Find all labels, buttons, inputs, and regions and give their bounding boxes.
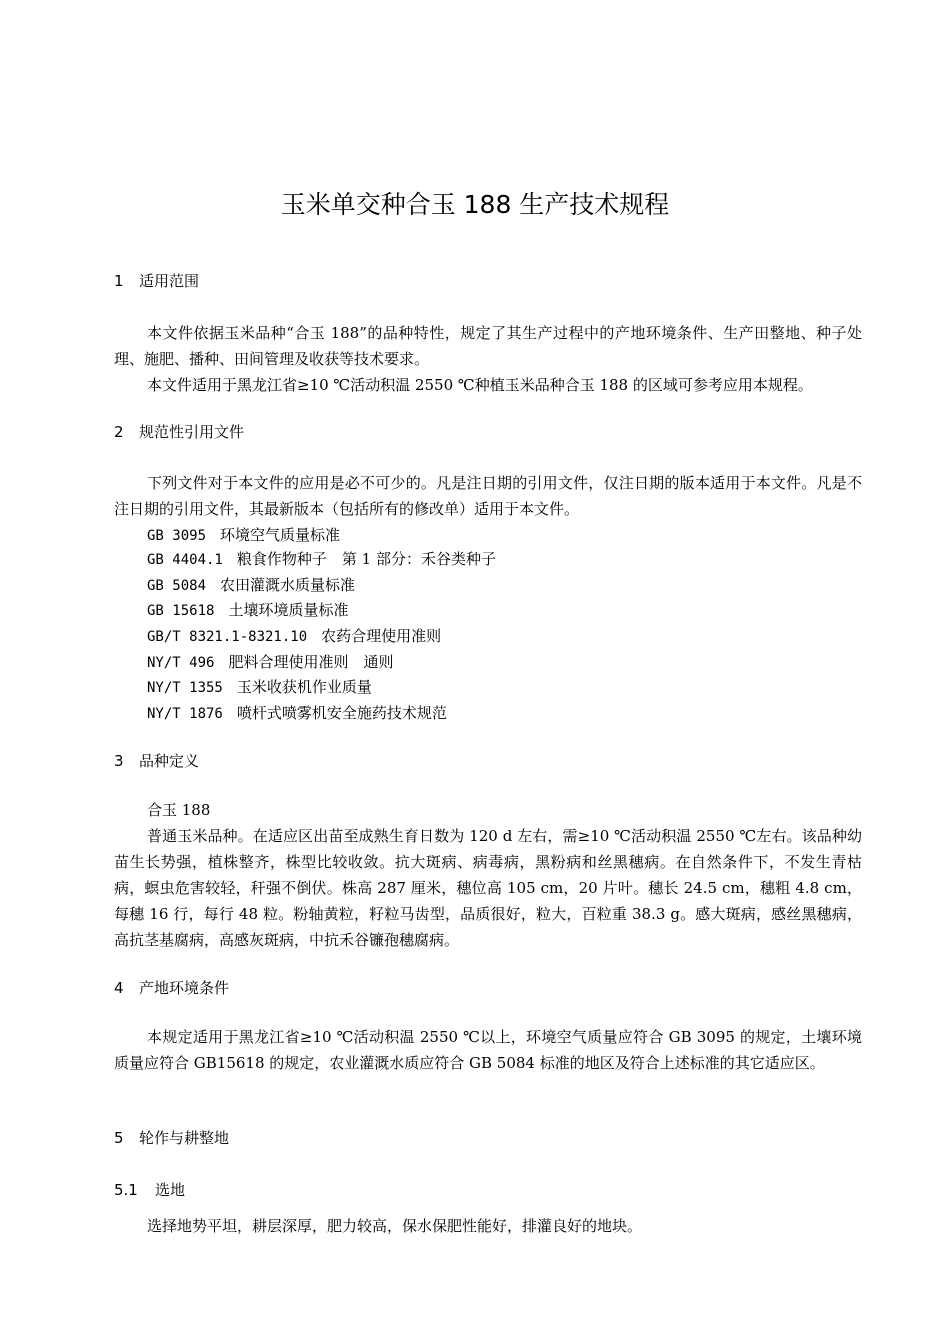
section-1-paragraph-1: 本文件依据玉米品种“合玉 188”的品种特性，规定了其生产过程中的产地环境条件、生产田整地、种子处理、施肥、播种、田间管理及收获等技术要求。: [114, 324, 862, 368]
section-title: 轮作与耕整地: [139, 1129, 230, 1147]
reference-item: NY/T 496 肥料合理使用准则 通则: [147, 653, 394, 671]
reference-item: NY/T 1876 喷杆式喷雾机安全施药技术规范: [147, 704, 447, 722]
reference-item: GB/T 8321.1-8321.10 农药合理使用准则: [147, 627, 442, 645]
section-3-heading: [114, 750, 199, 772]
section-4-heading: [114, 977, 229, 999]
section-number: 2: [114, 423, 124, 441]
section-5-heading: [114, 1127, 229, 1149]
section-title: 适用范围: [139, 272, 200, 290]
section-number: 1: [114, 272, 124, 290]
section-2-paragraph-1: 下列文件对于本文件的应用是必不可少的。凡是注日期的引用文件，仅注日期的版本适用于本文件。凡是不注日期的引用文件，其最新版本（包括所有的修改单）适用于本文件。: [114, 474, 862, 518]
section-number: 5: [114, 1129, 124, 1147]
reference-item: GB 4404.1 粮食作物种子 第 1 部分：禾谷类种子: [147, 550, 496, 568]
document-title: 玉米单交种合玉 188 生产技术规程: [280, 190, 670, 219]
section-2-heading: [114, 421, 244, 443]
reference-item: GB 5084 农田灌溉水质量标准: [147, 576, 356, 594]
section-title: 规范性引用文件: [139, 423, 245, 441]
section-5-1-heading: [114, 1179, 185, 1201]
reference-item: GB 3095 环境空气质量标准: [147, 526, 341, 544]
section-1-paragraph-2: 本文件适用于黑龙江省≥10 ℃活动积温 2550 ℃种植玉米品种合玉 188 的区域可参考应用本规程。: [147, 376, 813, 394]
section-number: 4: [114, 979, 124, 997]
reference-item: NY/T 1355 玉米收获机作业质量: [147, 678, 372, 696]
subsection-title: 选地: [155, 1181, 186, 1199]
variety-term: 合玉 188: [147, 801, 211, 819]
subsection-number: 5.1: [114, 1181, 138, 1199]
section-4-paragraph-1: 本规定适用于黑龙江省≥10 ℃活动积温 2550 ℃以上，环境空气质量应符合 GB 3095 的规定，土壤环境质量应符合 GB15618 的规定，农业灌溉水质应符合 GB 5084 标准的地区及符合上述标准的其它适应区。: [114, 1028, 862, 1072]
section-5-1-paragraph-1: 选择地势平坦，耕层深厚，肥力较高，保水保肥性能好，排灌良好的地块。: [147, 1217, 643, 1235]
section-1-heading: [114, 270, 199, 292]
section-title: 品种定义: [139, 752, 200, 770]
reference-item: GB 15618 土壤环境质量标准: [147, 601, 349, 619]
section-3-paragraph-1: 普通玉米品种。在适应区出苗至成熟生育日数为 120 d 左右，需≥10 ℃活动积温 2550 ℃左右。该品种幼苗生长势强，植株整齐，株型比较收敛。抗大斑病、病毒病，黑粉病和丝黑穗病。在自然条件下，不发生青枯病，螟虫危害较轻，秆强不倒伏。株高 287 厘米，穗位高 105 cm，20 片叶。穗长 24.5 cm，穗粗 4.8 cm，每穗 16 行，每行 48 粒。粉轴黄粒，籽粒马齿型，品质很好，粒大，百粒重 38.3 g。感大斑病，感丝黑穗病，高抗茎基腐病，高感灰斑病，中抗禾谷镰孢穗腐病。: [114, 827, 862, 949]
section-title: 产地环境条件: [139, 979, 230, 997]
section-number: 3: [114, 752, 124, 770]
